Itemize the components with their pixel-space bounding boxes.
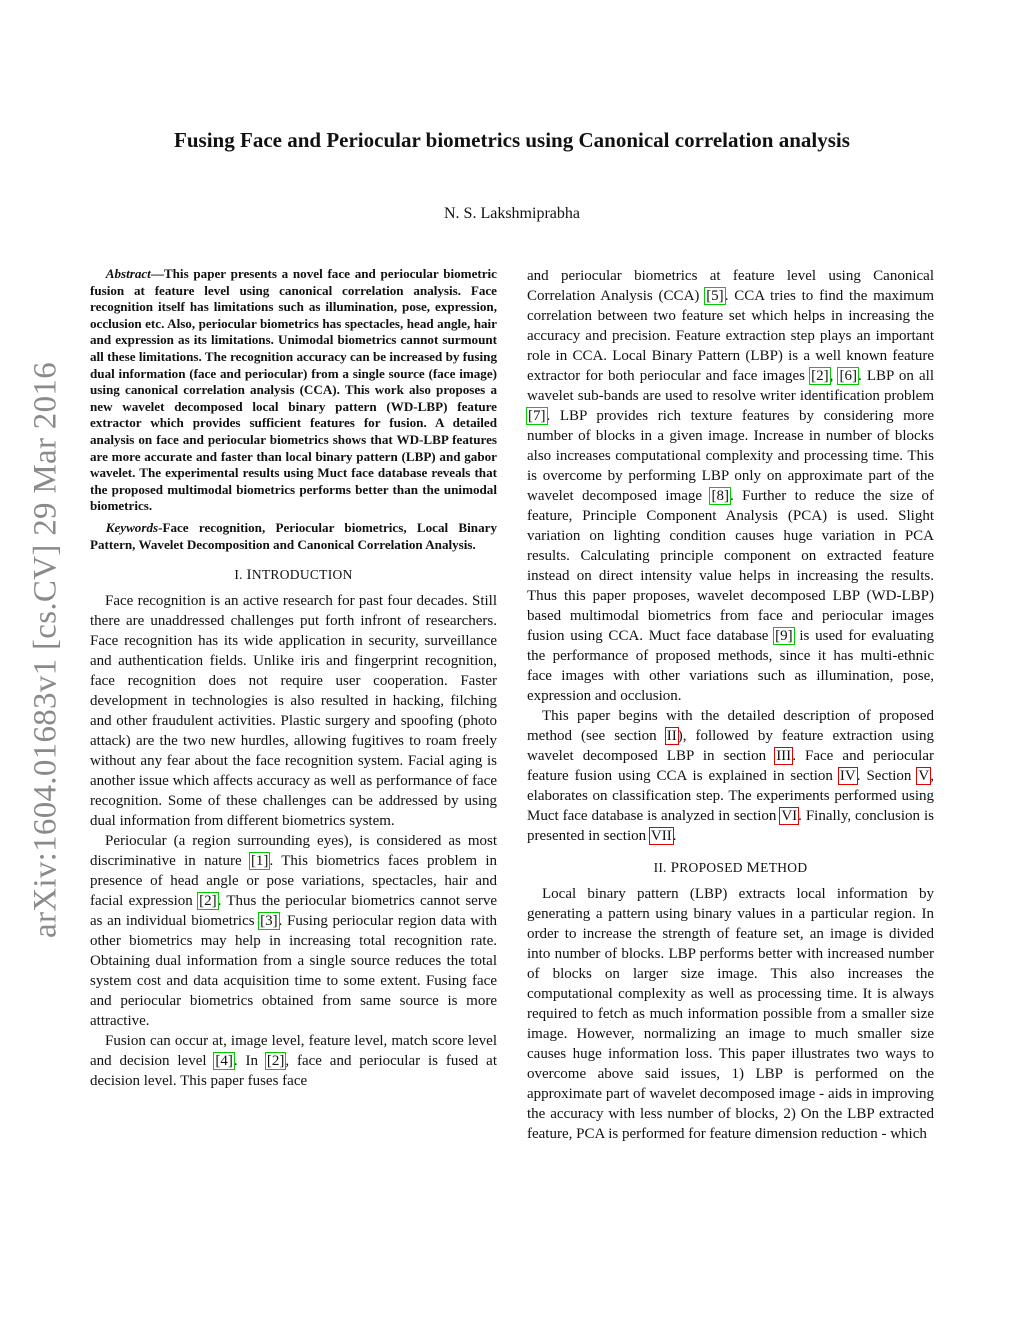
citation-link[interactable]: [2] (199, 893, 217, 910)
keywords (90, 520, 497, 553)
intro-paragraph-2: Periocular (a region surrounding eyes), is considered as most discriminative in nature [1]. This biometrics faces problem in presence of head angle or pose variations, spectacles, hair and facial expression [2]. Thus the periocular biometrics cannot serve as an individual biometrics [3]. Fusing periocular region data with other biometrics may help in increasing total recognition rate. Obtaining dual information from a single source reduces the total system cost and data acquisition time to some extent. Fusing face and periocular biometrics obtained from same source is more attractive. (90, 833, 497, 1030)
left-column (90, 266, 497, 1091)
abstract-label: Abstract (105, 266, 151, 281)
citation-link[interactable]: [3] (260, 913, 278, 930)
keywords-label: Keywords (105, 519, 159, 535)
intro-paragraph-5: This paper begins with the detailed description of proposed method (see section II), followed by feature extraction using wavelet decomposed LBP in section III. Face and periocular feature fusion using CCA is explained in section IV. Section V, elaborates on classification step. The experiments performed using Muct face database is analyzed in section VI. Finally, conclusion is presented in section VII. (527, 708, 934, 844)
method-paragraph-1: Local binary pattern (LBP) extracts local information by generating a pattern using binary values in a particular region. In order to increase the strength of feature set, an image is divided into number of blocks. LBP performs better with increased number of blocks on larger size image. This also increases the computational complexity as well as processing time. It is always required to fetch as much information possible from a smaller size image. However, normalizing an image to much smaller size causes huge information loss. This paper illustrates two ways to overcome above said issues, 1) LBP is performed on the approximate part of wavelet decomposed image - aids in improving the accuracy with less number of blocks, 2) On the LBP extracted feature, PCA is performed for feature dimension reduction - which (527, 886, 934, 1142)
section-link[interactable]: IV (839, 768, 856, 784)
arxiv-identifier: arXiv:1604.01683v1 [cs.CV] 29 Mar 2016 (27, 362, 64, 938)
citation-link[interactable]: [1] (250, 853, 269, 870)
intro-paragraph-4: and periocular biometrics at feature level using Canonical Correlation Analysis (CCA) [5]. CCA tries to find the maximum correlation between two feature set which helps in increasing the accuracy and precision. Feature extraction step plays an important role in CCA. Local Binary Pattern (LBP) is a well known feature extractor for both periocular and face images [2], [6]. LBP on all wavelet sub-bands are used to resolve writer identification problem [7]. LBP provides rich texture features by considering more number of blocks in a given image. Increase in number of blocks also increases computational complexity and processing time. This is overcome by performing LBP only on approximate part of the wavelet decomposed image [8]. Further to reduce the size of feature, Principle Component Analysis (PCA) is used. Slight variation on lighting condition causes huge variation in PCA results. Calculating principle component on extracted feature instead on direct intensity value helps in increasing the results. Thus this paper proposes, wavelet decomposed LBP (WD-LBP) based multimodal biometrics from face and periocular images fusion using CCA. Muct face database [9] is used for evaluating the performance of proposed methods, since it has multi-ethnic face images with other variations such as illumination, pose, expression and occlusion. (527, 268, 935, 704)
citation-link[interactable]: [6] (839, 368, 857, 384)
section-link[interactable]: II (666, 728, 677, 744)
intro-paragraph-3: Fusion can occur at, image level, feature level, match score level and decision level [4]. In [2], face and periocular is fused at decision level. This paper fuses face (90, 1033, 497, 1090)
intro-paragraph-1: Face recognition is an active research for past four decades. Still there are unaddressed challenges put forth infront of researchers. Face recognition has its wide application in security, surveillance and authentication fields. Unlike iris and fingerprint recognition, face recognition does not require user cooperation. Faster development in technologies is also resulted in hacking, filching and other fraudulent activities. Plastic surgery and spoofing (photo attack) are the two new hurdles, allowing fugitives to roam freely without any fear about the face recognition system. Facial aging is another issue which affects accuracy as well as performance of face recognition. Some of these challenges can be addressed by using dual information from different biometrics system. (90, 593, 497, 830)
abstract-text: This paper presents a novel face and periocular biometric fusion at feature level using canonical correlation analysis. Face recognition itself has limitations such as illumination, pose, expression, occlusion etc. Also, periocular biometrics has spectacles, head angle, hair and expression as its limitations. Unimodal biometrics cannot surmount all these limitations. The recognition accuracy can be increased by fusing dual information (face and periocular) from a single source (face image) using canonical correlation analysis (CCA). This work also proposes a new wavelet decomposed local binary pattern (WD-LBP) feature extractor which provides sufficient features for fusion. A detailed analysis on face and periocular biometrics shows that WD-LBP features are more accurate and faster than local binary pattern (LBP) and gabor wavelet. The experimental results using Muct face database reveals that the proposed multimodal biometrics performs better than the unimodal biometrics. (90, 266, 497, 514)
abstract-dash: — (150, 266, 164, 281)
section-link[interactable]: VI (781, 808, 798, 824)
section-link[interactable]: III (776, 748, 792, 764)
section-link[interactable]: V (918, 768, 930, 784)
citation-link[interactable]: [2] (811, 368, 829, 384)
section-link[interactable]: VII (650, 828, 672, 844)
citation-link[interactable]: [4] (215, 1053, 233, 1070)
citation-link[interactable]: [8] (711, 488, 729, 504)
paper-title: Fusing Face and Periocular biometrics using Canonical correlation analysis (174, 128, 850, 152)
citation-link[interactable]: [7] (528, 408, 546, 424)
paper-author: N. S. Lakshmiprabha (444, 205, 580, 222)
citation-link[interactable]: [5] (706, 288, 724, 304)
citation-link[interactable]: [2] (266, 1053, 285, 1070)
section-heading-introduction: I. INTRODUCTION (234, 567, 353, 584)
citation-link[interactable]: [9] (775, 628, 793, 644)
arxiv-sidebar-stamp (26, 350, 66, 950)
abstract (90, 266, 497, 515)
right-column (527, 266, 934, 1144)
section-heading-proposed-method: II. PROPOSED METHOD (653, 860, 808, 876)
keywords-text: -Face recognition, Periocular biometrics, Local Binary Pattern, Wavelet Decomposition and Canonical Correlation Analysis. (90, 519, 497, 552)
